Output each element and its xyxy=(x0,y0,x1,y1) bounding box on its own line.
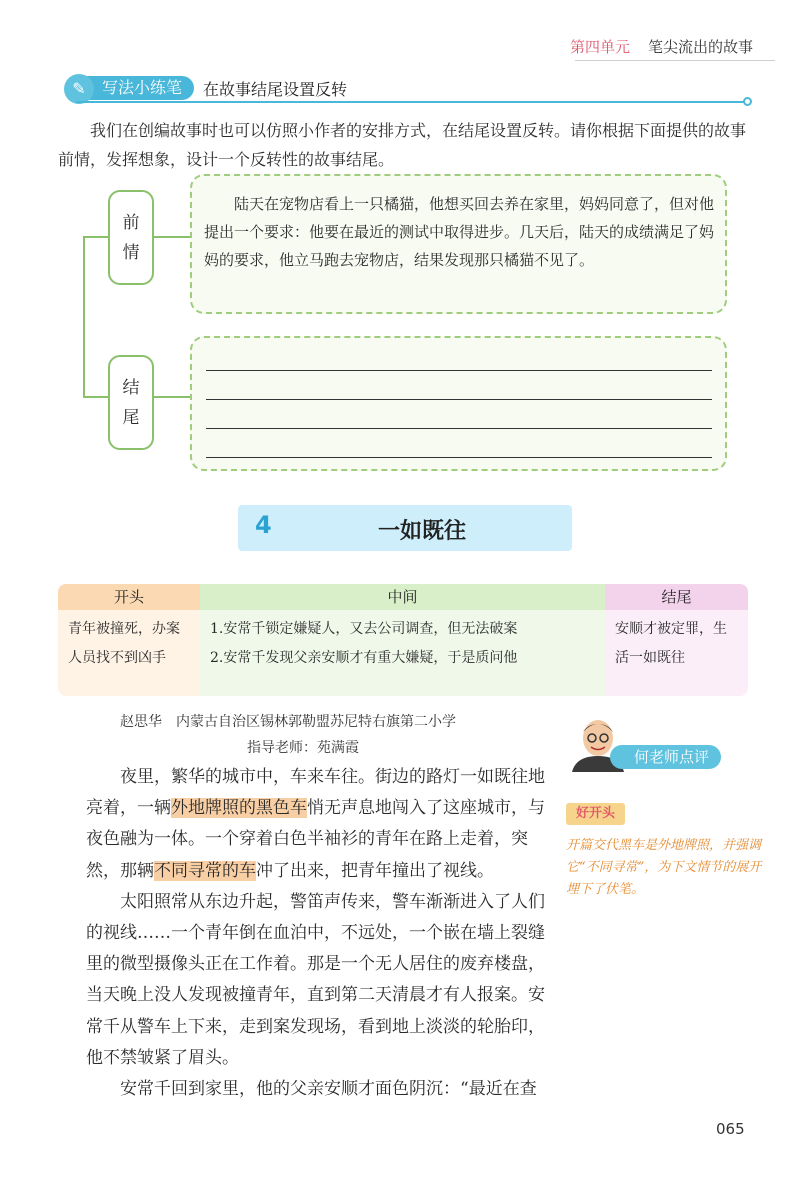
outline-line: 人员找不到凶手 xyxy=(68,650,166,666)
text-run: 冲了出来，把青年撞出了视线。 xyxy=(256,860,494,881)
writing-line xyxy=(206,457,712,458)
prequel-label-char: 情 xyxy=(122,242,140,263)
prequel-story: 陆天在宠物店看上一只橘猫，他想买回去养在家里，妈妈同意了，但对他提出一个要求：他要在最近的测试中取得进步。几天后，陆天的成绩满足了妈妈的要求，他立马跑去宠物店，结果发现那只橘猫不见了。 xyxy=(204,195,715,269)
teacher-line: 指导老师：苑满霞 xyxy=(247,740,359,756)
teacher-comment: 开篇交代黑车是外地牌照，并强调它“不同寻常”，为下文情节的展开埋下了伏笔。 xyxy=(566,838,762,897)
mindmap-spine xyxy=(83,236,85,396)
outline-line: 青年被撞死，办案 xyxy=(68,621,180,637)
text-run: 夜里，繁华的城市中，车来车往。街边的路灯一如既往地亮着，一辆 xyxy=(86,767,545,819)
text-run: 悄无声息地闯入了这座城市，与夜色融为一体。一个穿着白色半袖衫的青年在路上走着，突然，那辆 xyxy=(86,798,545,881)
pen-icon: ✎ xyxy=(64,74,94,104)
highlight-unusual-car: 不同寻常的车 xyxy=(154,860,256,881)
ending-answer-box[interactable] xyxy=(190,336,727,471)
writing-line xyxy=(206,370,712,371)
article-body xyxy=(86,762,556,1105)
connector-ending-box xyxy=(154,396,190,398)
ending-label-char: 结 xyxy=(122,377,140,398)
section-tag: 写法小练笔 xyxy=(82,76,194,100)
prequel-label-char: 前 xyxy=(122,212,140,233)
good-opening-tag: 好开头 xyxy=(566,803,625,825)
header-divider xyxy=(575,60,775,61)
writing-line xyxy=(206,428,712,429)
article-number: 4 xyxy=(255,511,272,539)
outline-middle-head: 中间 xyxy=(200,584,605,610)
paragraph: 安常千回到家里，他的父亲安顺才面色阴沉：“最近在查 xyxy=(120,1079,537,1100)
story-outline xyxy=(58,584,748,696)
outline-line: 活一如既往 xyxy=(615,650,685,666)
article-title: 一如既往 xyxy=(378,519,467,544)
outline-end xyxy=(605,584,748,696)
outline-middle xyxy=(200,584,605,696)
author-line: 赵思华 内蒙古自治区锡林郭勒盟苏尼特右旗第二小学 xyxy=(120,714,456,730)
banner-end-dot xyxy=(743,97,752,106)
highlight-black-car: 外地牌照的黑色车 xyxy=(171,798,307,819)
ending-label xyxy=(108,355,154,450)
outline-start-body xyxy=(58,610,200,673)
ending-label-char: 尾 xyxy=(122,407,140,428)
page-number: 065 xyxy=(716,1120,745,1138)
outline-start-head: 开头 xyxy=(58,584,200,610)
outline-end-head: 结尾 xyxy=(605,584,748,610)
outline-line: 安顺才被定罪，生 xyxy=(615,621,727,637)
connector-prequel-box xyxy=(154,236,190,238)
outline-middle-body xyxy=(200,610,605,673)
teacher-comment-pill: 何老师点评 xyxy=(610,745,721,769)
banner-underline xyxy=(76,101,746,103)
connector-ending xyxy=(83,396,109,398)
unit-title: 笔尖流出的故事 xyxy=(648,38,754,56)
outline-start xyxy=(58,584,200,696)
unit-label: 第四单元 xyxy=(570,38,631,56)
outline-line: 1.安常千锁定嫌疑人，又去公司调查，但无法破案 xyxy=(210,621,518,637)
section-intro: 我们在创编故事时也可以仿照小作者的安排方式，在结尾设置反转。请你根据下面提供的故事前情，发挥想象，设计一个反转性的故事结尾。 xyxy=(58,121,747,169)
paragraph xyxy=(86,762,556,887)
writing-line xyxy=(206,399,712,400)
outline-line: 2.安常千发现父亲安顺才有重大嫌疑，于是质问他 xyxy=(210,650,518,666)
section-title: 在故事结尾设置反转 xyxy=(203,80,348,99)
connector-prequel xyxy=(83,236,109,238)
prequel-label xyxy=(108,190,154,285)
outline-end-body xyxy=(605,610,748,673)
paragraph: 太阳照常从东边升起，警笛声传来，警车渐渐进入了人们的视线……一个青年倒在血泊中，不远处，一个嵌在墙上裂缝里的微型摄像头正在工作着。那是一个无人居住的废弃楼盘，当天晚上没人发现被撞青年，直到第二天清晨才有人报案。安常千从警车上下来，走到案发现场，看到地上淡淡的轮胎印，他不禁皱紧了眉头。 xyxy=(86,891,545,1068)
